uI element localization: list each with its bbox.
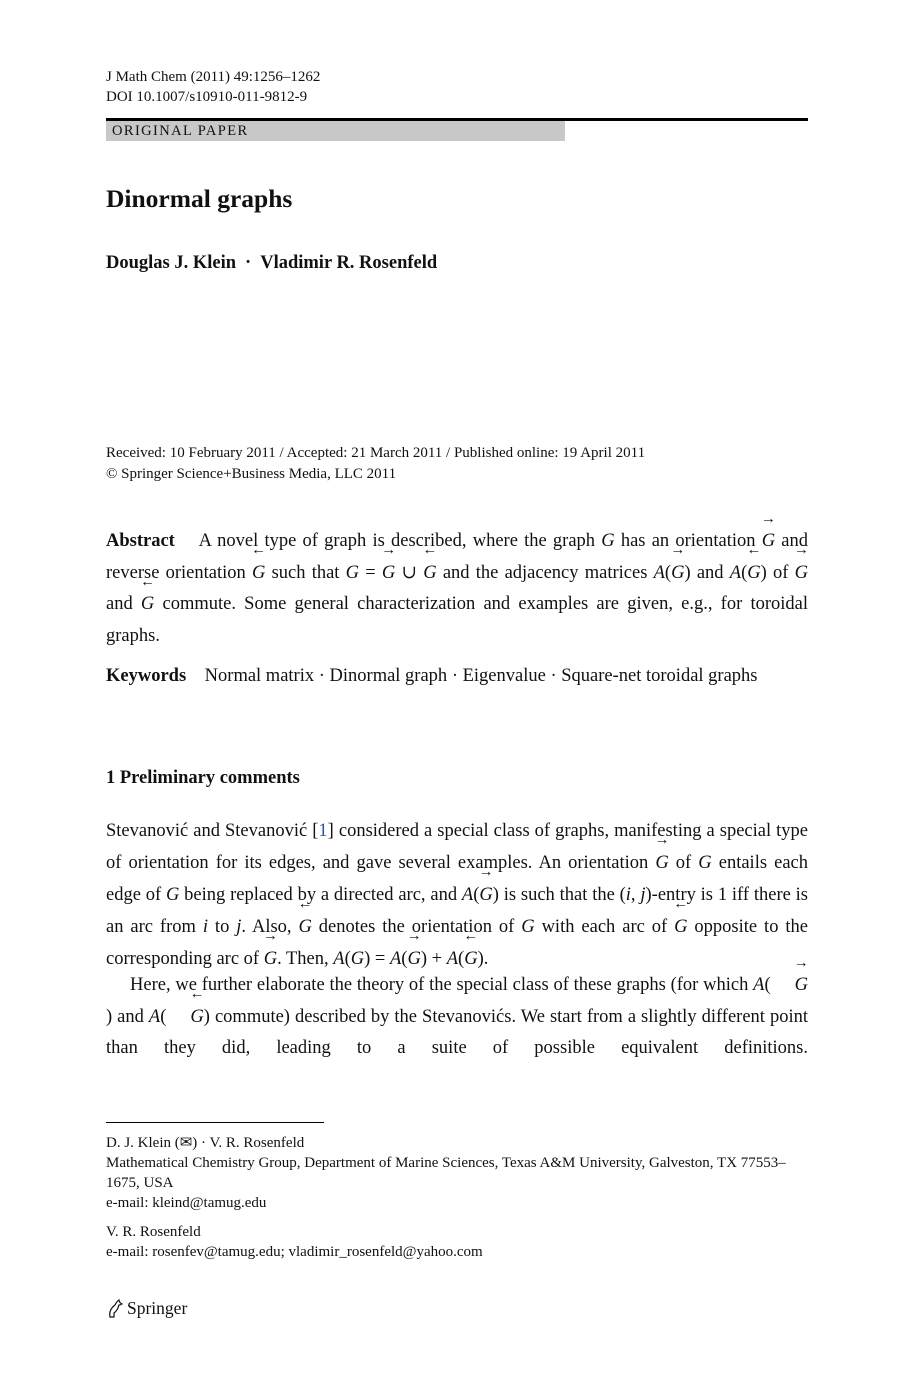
email-klein[interactable]: e-mail: kleind@tamug.edu [106,1195,267,1211]
paper-title: Dinormal graphs [106,184,293,213]
footnote-authors [106,1133,796,1213]
keyword: Eigenvalue [462,666,546,686]
footnote-rosenfeld [106,1222,483,1262]
email-rosenfeld[interactable]: e-mail: rosenfev@tamug.edu; vladimir_rosenfeld@yahoo.com [106,1244,483,1260]
footnote-author-line: D. J. Klein (✉) · V. R. Rosenfeld [106,1135,305,1151]
body-paragraph-1: Stevanović and Stevanović [1] considered a special class of graphs, manifesting a special type of orientation for its edges, and gave several examples. An orientation → G of G entails each edge of G being replaced by a directed arc, and A(→ G) is such that the (i, j)-entry is 1 iff there is an arc from i to j. Also, ← G denotes the orientation of G with each arc of ← G opposite to the corresponding arc of → G. Then, A(G) = A(→ G) + A(← G). [106,815,808,975]
author-name: Douglas J. Klein [106,253,237,273]
affiliation: Mathematical Chemistry Group, Department of Marine Sciences, Texas A&M University, Galveston, TX 77553–1675, USA [106,1155,786,1191]
citation-link[interactable]: 1 [318,821,328,841]
publisher-logo [106,1298,187,1319]
copyright-line: © Springer Science+Business Media, LLC 2011 [106,465,397,482]
springer-horse-icon [106,1299,124,1319]
abstract: Abstract A novel type of graph is described, where the graph G has an orientation → G and reverse orientation ← G such that G = → G ∪ ← G and the adjacency matrices A(→ G) and A(← G) of → G and ← G commute. Some general characterization and examples are given, e.g., for toroidal graphs. [106,526,808,652]
publication-history [106,443,645,484]
keyword: Square-net toroidal graphs [561,666,758,686]
section-heading: 1 Preliminary comments [106,768,300,788]
keywords-label: Keywords [106,666,187,686]
journal-citation: J Math Chem (2011) 49:1256–1262 [106,69,321,85]
keyword: Normal matrix [204,666,315,686]
author-list [106,253,437,274]
footnote-name: V. R. Rosenfeld [106,1224,201,1240]
author-name: Vladimir R. Rosenfeld [260,253,438,273]
abstract-label: Abstract [106,531,175,551]
footnote-rule [106,1122,324,1123]
publisher-name: Springer [127,1298,188,1318]
article-type-band: ORIGINAL PAPER [106,121,565,141]
journal-header [106,67,320,107]
dates-line: Received: 10 February 2011 / Accepted: 21 March 2011 / Published online: 19 April 2011 [106,445,646,461]
author-separator: · [245,253,252,273]
keyword: Dinormal graph [329,666,448,686]
keywords: Keywords Normal matrix · Dinormal graph · Eigenvalue · Square-net toroidal graphs [106,666,758,686]
doi: DOI 10.1007/s10910-011-9812-9 [106,89,308,105]
body-paragraph-2: Here, we further elaborate the theory of the special class of these graphs (for which A(→ G) and A(← G) commute) described by the Stevanovićs. We start from a slightly different point than they did, leading to a suite of possible equivalent definitions. [106,970,808,1065]
